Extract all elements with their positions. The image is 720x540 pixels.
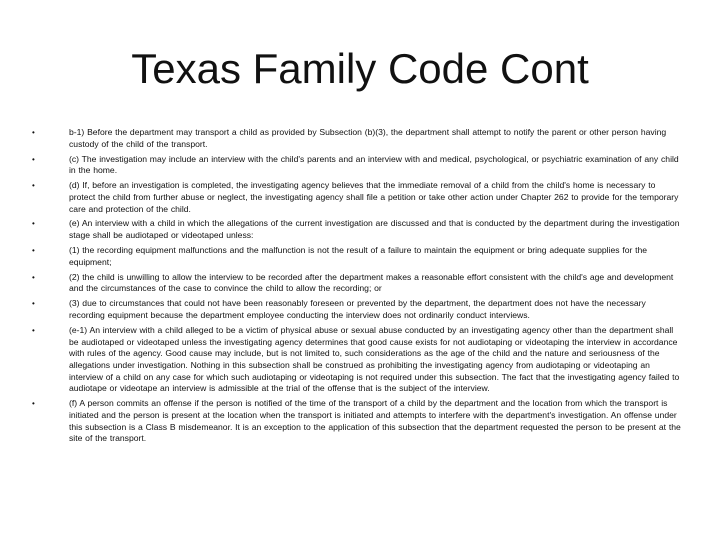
bullet-text: (2) the child is unwilling to allow the interview to be recorded after the department makes a reasonable effort consistent with the child's age and development and the circumstances of the case to convince the child to allow the recording; or — [69, 271, 674, 294]
bullet-item-e-sub3 — [28, 298, 684, 321]
bullet-text: (f) A person commits an offense if the person is notified of the time of the transport of a child by the department and the location from which the transport is initiated and the person is present at the location when the transport is initiated and attempts to interfere with the department's investigation. An offense under this subsection is a Class B misdemeanor. It is an exception to the application of this subsection that the department requested the person to be present at the site of the transport. — [69, 398, 681, 444]
bullet-dot-icon: • — [32, 246, 35, 256]
bullet-text: (d) If, before an investigation is completed, the investigating agency believes that the immediate removal of a child from the child's home is necessary to protect the child from further abuse or neglect, the investigating agency shall file a petition or take other action under Chapter 262 to provide for the temporary care and protection of the child. — [69, 180, 679, 214]
bullet-item-e-sub2 — [28, 272, 684, 295]
bullet-text: (1) the recording equipment malfunctions and the malfunction is not the result of a failure to maintain the equipment or bring adequate supplies for the equipment; — [69, 245, 648, 267]
bullet-item-b1 — [28, 127, 684, 150]
bullet-dot-icon: • — [32, 299, 35, 309]
bullet-list — [28, 127, 684, 448]
bullet-item-f — [28, 398, 684, 445]
bullet-item-e — [28, 218, 684, 241]
bullet-text: (e) An interview with a child in which the allegations of the current investigation are discussed and that is conducted by the department during the investigation stage shall be audiotaped or videotaped unless: — [69, 218, 680, 241]
bullet-dot-icon: • — [32, 219, 35, 229]
bullet-item-e1 — [28, 325, 684, 395]
bullet-text: (c) The investigation may include an interview with the child's parents and an interview with and medical, psychological, or psychiatric examination of any child in the home. — [69, 153, 679, 176]
bullet-dot-icon: • — [32, 272, 35, 282]
bullet-item-c — [28, 154, 684, 177]
bullet-dot-icon: • — [32, 181, 35, 191]
bullet-item-e1-sub1 — [28, 245, 684, 268]
bullet-text: (3) due to circumstances that could not have been reasonably foreseen or prevented by the department, the department does not have the necessary recording equipment because the department employee conducting the interview does not ordinarily conduct interviews. — [69, 298, 646, 320]
bullet-item-d — [28, 180, 684, 215]
bullet-dot-icon: • — [32, 325, 35, 335]
bullet-dot-icon: • — [32, 128, 35, 137]
slide-title: Texas Family Code Cont — [131, 45, 589, 92]
bullet-text: b-1) Before the department may transport a child as provided by Subsection (b)(3), the department shall attempt to notify the parent or other person having custody of the child of the transport. — [69, 127, 667, 149]
bullet-text: (e-1) An interview with a child alleged to be a victim of physical abuse or sexual abuse conducted by an investigating agency other than the department shall be audiotaped or videotaped unless the investigating agency determines that good cause exists for not audiotaping or videotaping the interview in accordance with rules of the agency. Good cause may include, but is not limited to, such considerations as the age of the child and the nature and seriousness of the allegations under investigation. Nothing in this subsection shall be construed as prohibiting the investigating agency from audiotaping or videotaping an interview of a child on any case for which such audiotaping or videotaping is not required under this subsection. The fact that the investigating agency failed to audiotape or videotape an interview is admissible at the trial of the offense that is the subject of the interview. — [69, 324, 680, 394]
bullet-dot-icon: • — [32, 399, 35, 409]
bullet-dot-icon: • — [32, 154, 35, 164]
